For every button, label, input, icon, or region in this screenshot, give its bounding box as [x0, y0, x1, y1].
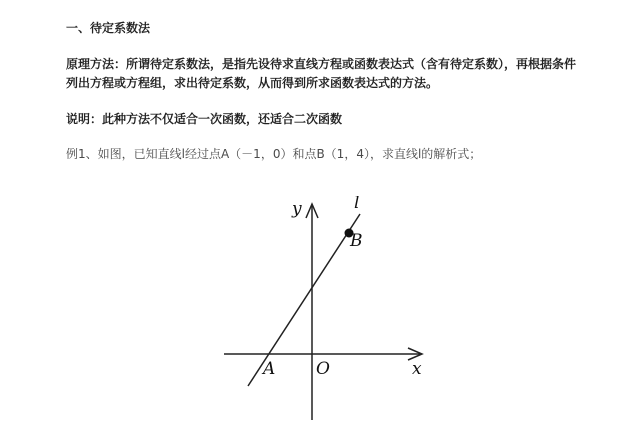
- graph-svg: [222, 196, 432, 422]
- label-a: A: [263, 359, 276, 379]
- note-text: 说明：此种方法不仅适合一次函数，还适合二次函数: [66, 112, 343, 126]
- label-o: O: [316, 359, 330, 379]
- label-b: B: [350, 231, 363, 251]
- coordinate-figure: [222, 196, 432, 422]
- principle-text-line-2: 列出方程或方程组，求出待定系数，从而得到所求函数表达式的方法。: [66, 76, 439, 90]
- example-text: 例1、如图，已知直线l经过点A（－1，0）和点B（1，4），求直线l的解析式；: [66, 147, 482, 161]
- label-x: x: [412, 359, 422, 379]
- principle-text-line-1: 原理方法：所谓待定系数法，是指先设待求直线方程或函数表达式（含有待定系数），再根据条件: [66, 57, 577, 71]
- label-l: l: [354, 196, 360, 213]
- label-y: y: [292, 199, 302, 219]
- section-heading: 一、待定系数法: [66, 21, 151, 35]
